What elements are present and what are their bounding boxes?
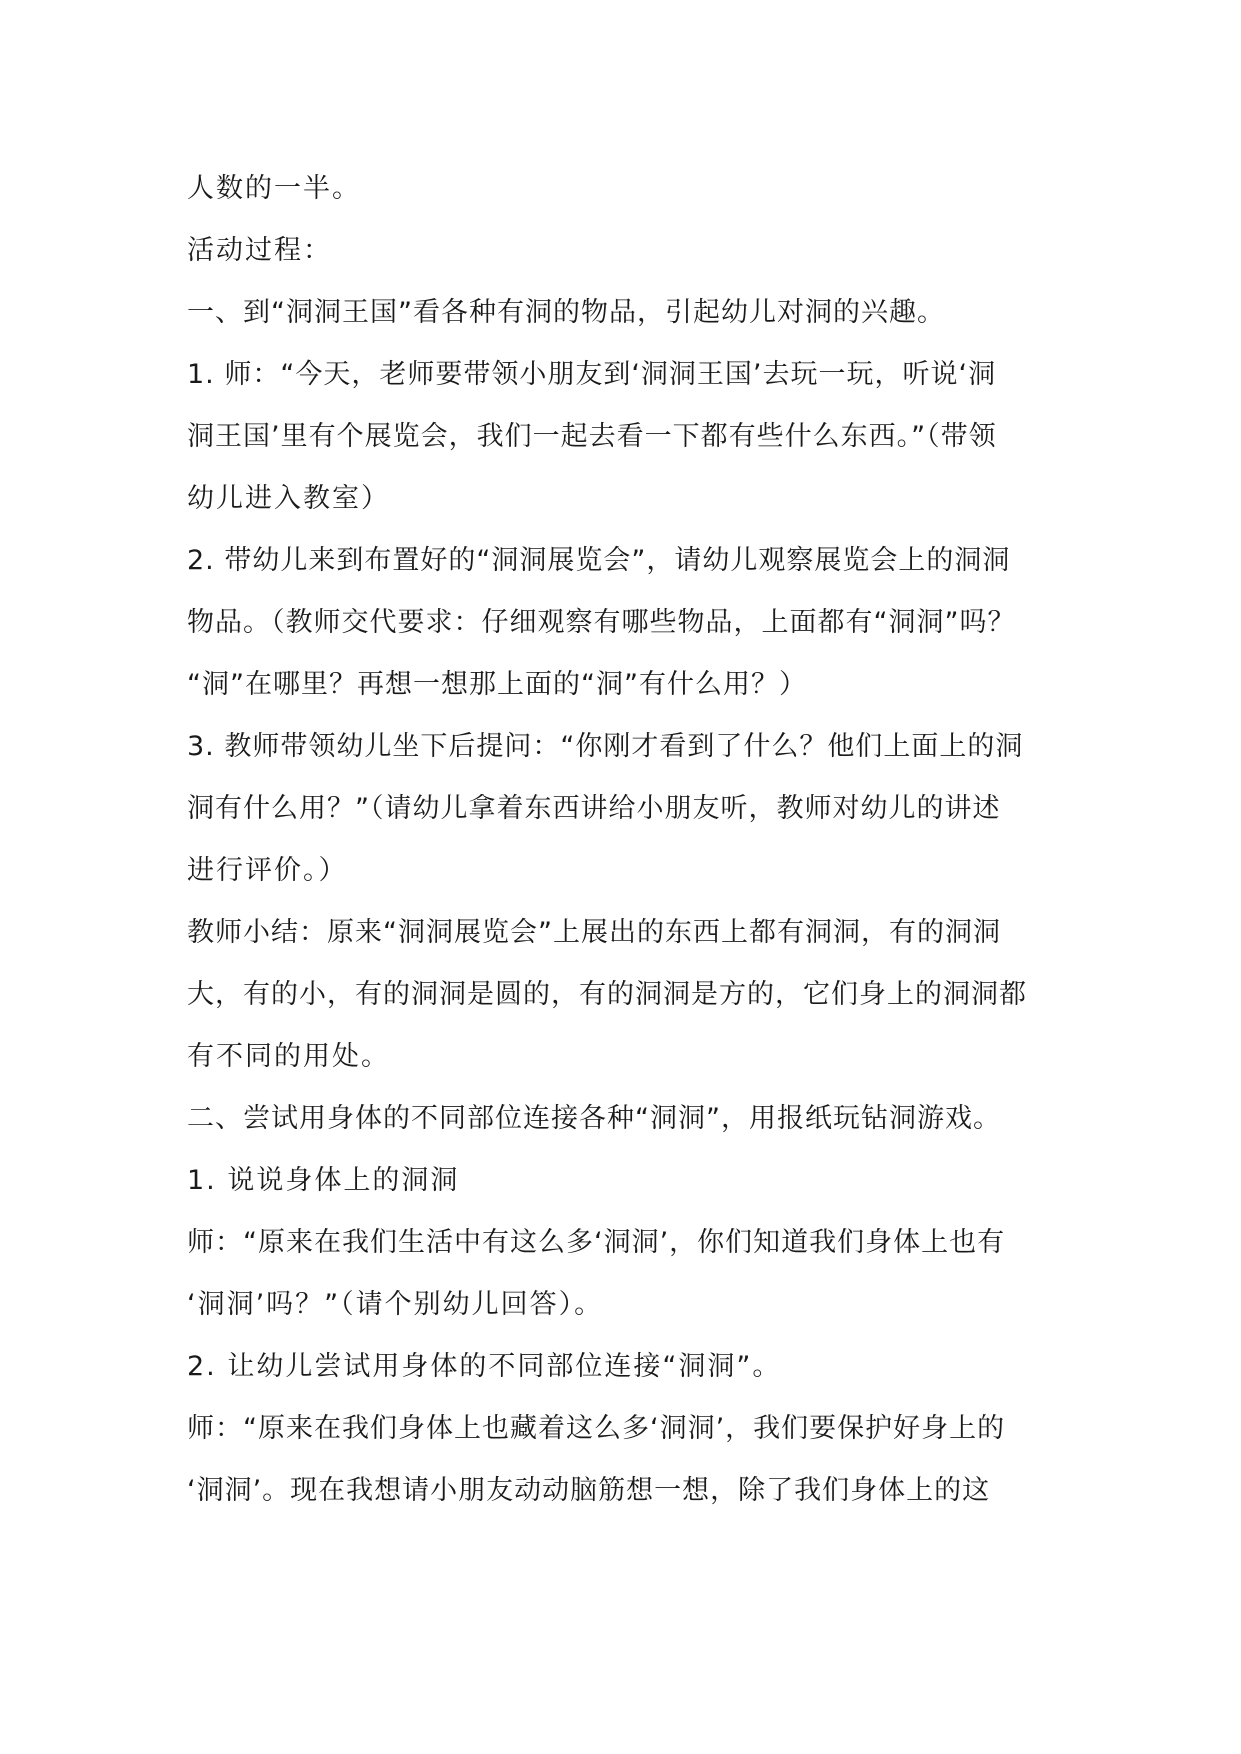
text-line: 2. 让幼儿尝试用身体的不同部位连接“洞洞”。 bbox=[187, 1351, 782, 1382]
text-line: ‘洞洞’。现在我想请小朋友动动脑筋想一想，除了我们身体上的这 bbox=[187, 1475, 991, 1506]
text-line: 洞有什么用？”（请幼儿拿着东西讲给小朋友听，教师对幼儿的讲述 bbox=[187, 793, 1001, 824]
text-line: 师：“原来在我们身体上也藏着这么多‘洞洞’，我们要保护好身上的 bbox=[187, 1413, 1006, 1444]
document-body bbox=[187, 158, 1067, 1522]
text-line: 1. 师：“今天，老师要带领小朋友到‘洞洞王国’去玩一玩，听说‘洞 bbox=[187, 359, 997, 390]
section-heading: 活动过程： bbox=[187, 235, 332, 266]
text-line: 2. 带幼儿来到布置好的“洞洞展览会”，请幼儿观察展览会上的洞洞 bbox=[187, 545, 1011, 576]
text-line: 大，有的小，有的洞洞是圆的，有的洞洞是方的，它们身上的洞洞都 bbox=[187, 979, 1027, 1010]
text-line: 师：“原来在我们生活中有这么多‘洞洞’，你们知道我们身体上也有 bbox=[187, 1227, 1006, 1258]
section-heading: 一、到“洞洞王国”看各种有洞的物品，引起幼儿对洞的兴趣。 bbox=[187, 297, 945, 328]
text-line: 洞王国’里有个展览会，我们一起去看一下都有些什么东西。”（带领 bbox=[187, 421, 997, 452]
text-line: 有不同的用处。 bbox=[187, 1041, 390, 1072]
text-line: ‘洞洞’吗？”（请个别幼儿回答）。 bbox=[187, 1289, 604, 1320]
text-line: 进行评价。） bbox=[187, 855, 348, 886]
text-line: 人数的一半。 bbox=[187, 173, 361, 204]
text-line: 3. 教师带领幼儿坐下后提问：“你刚才看到了什么？他们上面上的洞 bbox=[187, 731, 1024, 762]
text-line: 物品。（教师交代要求：仔细观察有哪些物品，上面都有“洞洞”吗？ bbox=[187, 607, 1016, 638]
text-line: “洞”在哪里？再想一想那上面的“洞”有什么用？） bbox=[187, 669, 807, 700]
section-heading: 二、尝试用身体的不同部位连接各种“洞洞”，用报纸玩钻洞游戏。 bbox=[187, 1103, 1001, 1134]
text-line: 幼儿进入教室） bbox=[187, 483, 390, 514]
text-line: 1. 说说身体上的洞洞 bbox=[187, 1165, 460, 1196]
text-line: 教师小结：原来“洞洞展览会”上展出的东西上都有洞洞，有的洞洞 bbox=[187, 917, 1001, 948]
